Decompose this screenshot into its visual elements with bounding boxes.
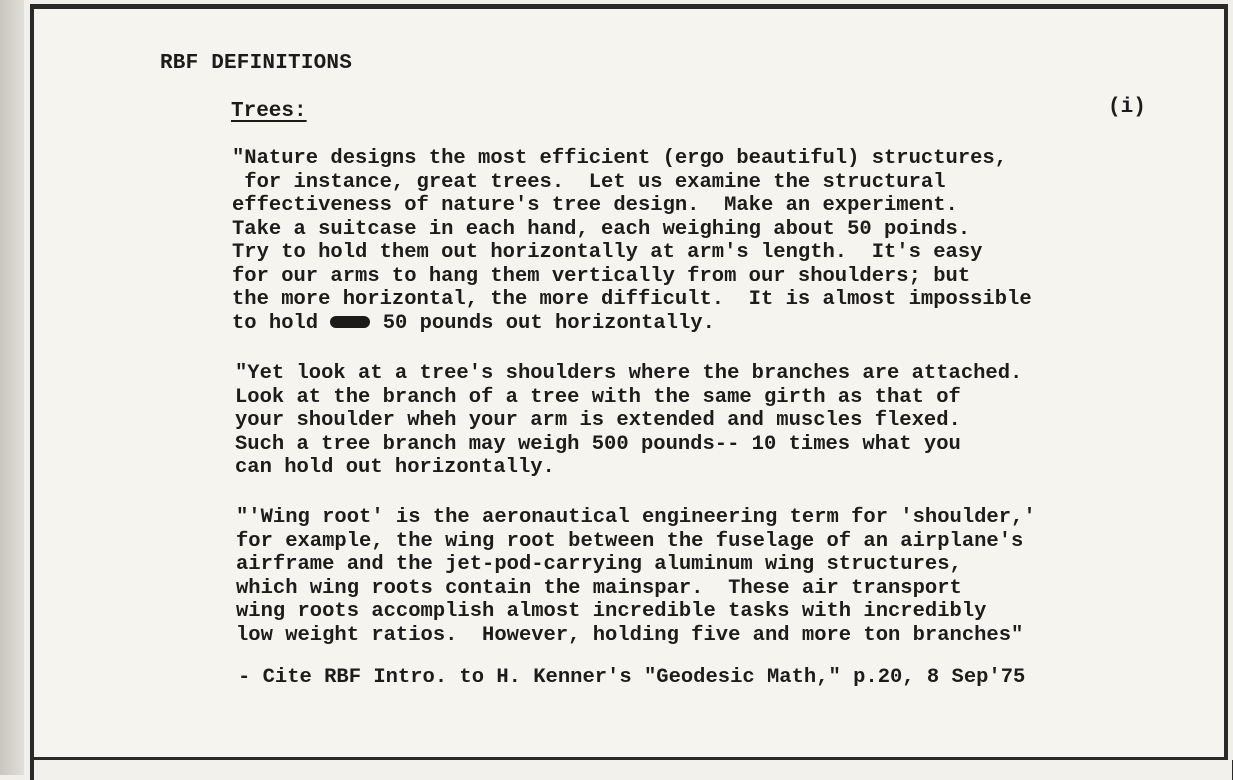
line: which wing roots contain the mainspar. These air transport — [236, 576, 962, 600]
paragraph-1 — [232, 147, 1032, 335]
line: "Yet look at a tree's shoulders where the branches are attached. — [235, 362, 1023, 385]
document-heading: RBF DEFINITIONS — [160, 52, 353, 75]
page-number: (i) — [1108, 96, 1146, 119]
redaction-mark — [330, 316, 370, 328]
line: "'Wing root' is the aeronautical engineering term for 'shoulder,' — [236, 506, 1036, 529]
line: effectiveness of nature's tree design. Make an experiment. — [232, 194, 958, 217]
line: for our arms to hang them vertically from our shoulders; but — [232, 264, 971, 288]
line: Take a suitcase in each hand, each weighing about 50 poinds. — [232, 217, 971, 241]
line: for example, the wing root between the fuselage of an airplane's — [236, 529, 1024, 553]
line: the more horizontal, the more difficult. It is almost impossible — [232, 288, 1032, 311]
line: your shoulder wheh your arm is extended and muscles flexed. — [235, 409, 961, 432]
section-title: Trees: — [231, 100, 307, 123]
line: can hold out horizontally. — [235, 456, 555, 479]
line: "Nature designs the most efficient (ergo beautiful) structures, — [232, 147, 1008, 170]
page-edge-shadow — [0, 0, 24, 775]
line: Such a tree branch may weigh 500 pounds-- 10 times what you — [235, 432, 961, 456]
line: airframe and the jet-pod-carrying aluminum wing structures, — [236, 553, 962, 576]
line: for instance, great trees. Let us examine the structural — [232, 170, 946, 194]
next-index-card — [30, 760, 1233, 780]
line: low weight ratios. However, holding five and more ton branches" — [236, 623, 1024, 647]
paragraph-3 — [236, 506, 1036, 647]
citation: - Cite RBF Intro. to H. Kenner's "Geodesic Math," p.20, 8 Sep'75 — [238, 666, 1026, 689]
line: Look at the branch of a tree with the same girth as that of — [235, 385, 961, 409]
line-with-redaction: to hold 50 pounds out horizontally. — [232, 311, 715, 335]
line: Try to hold them out horizontally at arm's length. It's easy — [232, 241, 983, 264]
paragraph-2 — [235, 362, 1022, 480]
line: wing roots accomplish almost incredible tasks with incredibly — [236, 600, 987, 623]
